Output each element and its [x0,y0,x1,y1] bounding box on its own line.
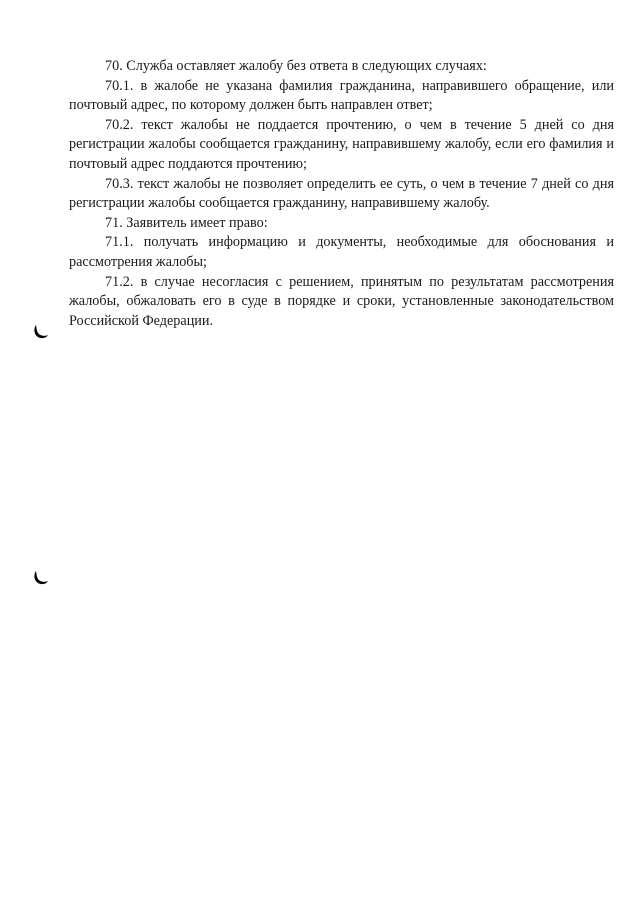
paragraph-70-1: 70.1. в жалобе не указана фамилия гражданина, направившего обращение, или почтовый адрес, по которому должен быть направлен ответ; [69,77,614,114]
paragraph-71-1: 71.1. получать информацию и документы, необходимые для обоснования и рассмотрения жалобы; [69,234,614,270]
paragraph-70-3: 70.3. текст жалобы не позволяет определить ее суть, о чем в течение 7 дней со дня регистрации жалобы сообщается гражданину, направившему жалобу. [69,175,614,212]
crescent-mark-icon [33,324,49,340]
paragraph-71-2: 71.2. в случае несогласия с решением, принятым по результатам рассмотрения жалобы, обжаловать его в суде в порядке и сроки, установленные законодательством Российской Федерации. [69,273,614,329]
paragraph-70: 70. Служба оставляет жалобу без ответа в следующих случаях: [105,58,487,74]
paragraph-70-2: 70.2. текст жалобы не поддается прочтению, о чем в течение 5 дней со дня регистрации жалобы сообщается гражданину, направившему жалобу, если его фамилия и почтовый адрес поддаются прочтению; [69,116,614,172]
paragraph-71: 71. Заявитель имеет право: [105,214,268,231]
document-body [69,57,614,331]
crescent-mark-icon [33,570,49,586]
